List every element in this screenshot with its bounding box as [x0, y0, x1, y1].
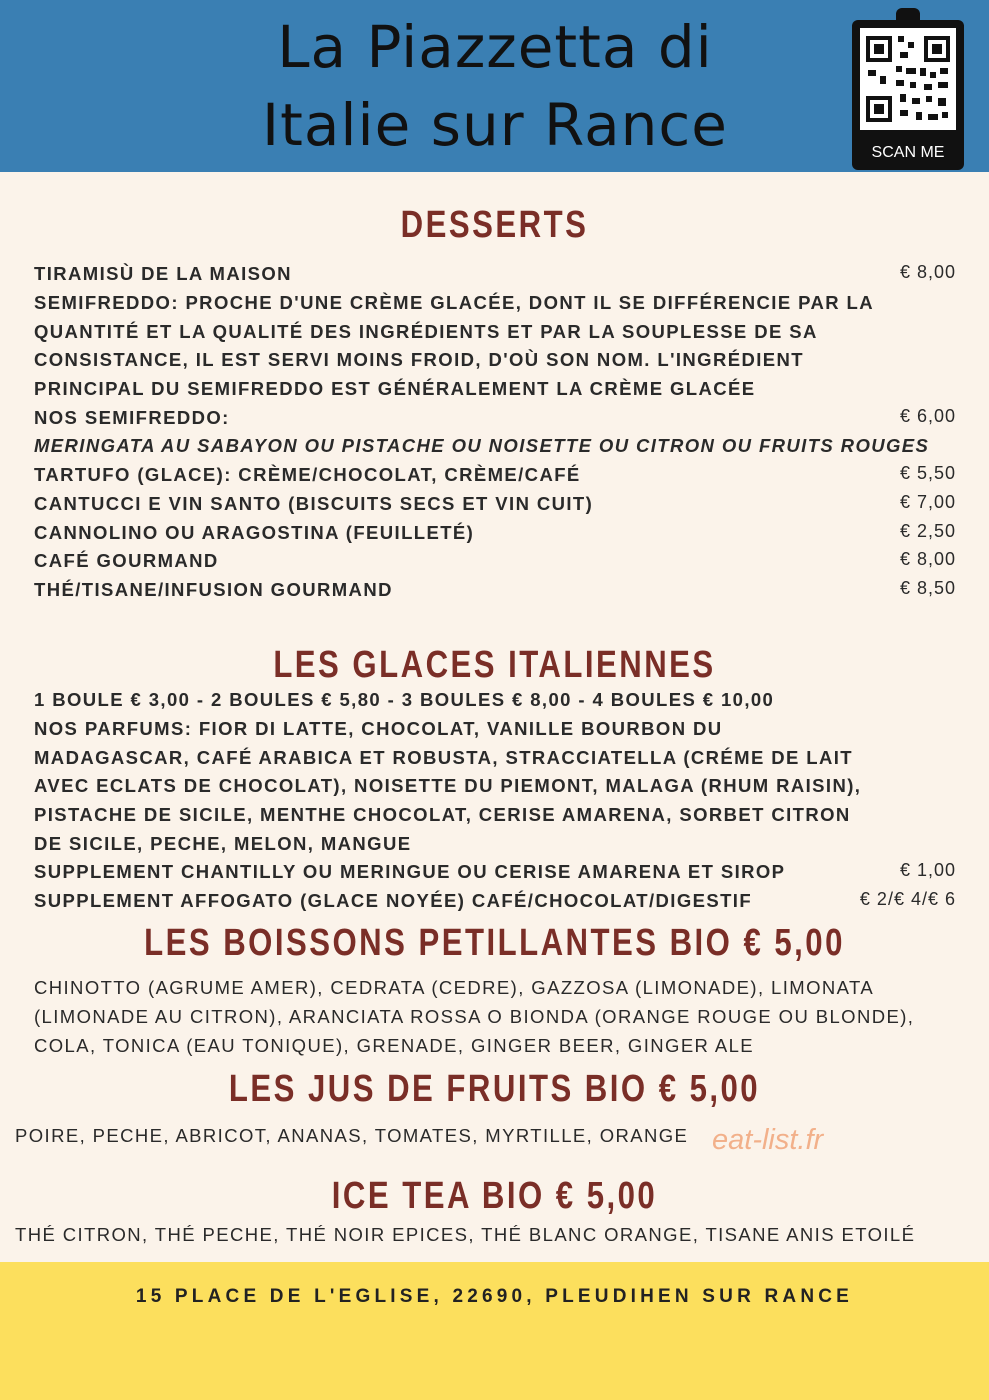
icetea-heading: ICE TEA BIO € 5,00: [331, 1175, 658, 1217]
dessert-item-tiramisu: TIRAMISÙ DE LA MAISON: [34, 263, 292, 284]
dessert-item-cannolino: CANNOLINO OU ARAGOSTINA (FEUILLETÉ): [34, 522, 475, 543]
supplement-affogato: SUPPLEMENT AFFOGATO (GLACE NOYÉE) CAFÉ/CHOCOLAT/DIGESTIF: [34, 890, 753, 911]
footer-banner: [0, 1262, 989, 1400]
glaces-flavours-line: PISTACHE DE SICILE, MENTHE CHOCOLAT, CERISE AMARENA, SORBET CITRON: [34, 804, 851, 825]
semifreddo-description-line: CONSISTANCE, IL EST SERVI MOINS FROID, D'OÙ SON NOM. L'INGRÉDIENT: [34, 349, 804, 370]
glaces-flavours-line: MADAGASCAR, CAFÉ ARABICA ET ROBUSTA, STRACCIATELLA (CRÉME DE LAIT: [34, 747, 853, 768]
qr-code-icon: [860, 28, 956, 130]
address: 15 PLACE DE L'EGLISE, 22690, PLEUDIHEN SUR RANCE: [135, 1286, 854, 1307]
dessert-price-cafe-gourmand: € 8,00: [899, 549, 956, 569]
restaurant-title: [170, 8, 820, 164]
icetea-list: THÉ CITRON, THÉ PECHE, THÉ NOIR EPICES, THÉ BLANC ORANGE, TISANE ANIS ETOILÉ: [15, 1224, 916, 1245]
dessert-price-the-gourmand: € 8,50: [899, 578, 956, 598]
semifreddo-description-line: QUANTITÉ ET LA QUALITÉ DES INGRÉDIENTS ET PAR LA SOUPLESSE DE SA: [34, 321, 818, 342]
dessert-price-cannolino: € 2,50: [899, 521, 956, 541]
jus-heading: LES JUS DE FRUITS BIO € 5,00: [228, 1068, 761, 1110]
semifreddo-description-line: PRINCIPAL DU SEMIFREDDO EST GÉNÉRALEMENT LA CRÈME GLACÉE: [34, 378, 756, 399]
watermark: eat-list.fr: [712, 1124, 824, 1156]
qr-code-badge[interactable]: [852, 8, 964, 162]
supplement-chantilly-price: € 1,00: [899, 860, 956, 880]
dessert-item-tartufo: TARTUFO (GLACE): CRÈME/CHOCOLAT, CRÈME/CAFÉ: [34, 464, 581, 485]
semifreddo-flavours: MERINGATA AU SABAYON OU PISTACHE OU NOISETTE OU CITRON OU FRUITS ROUGES: [34, 435, 930, 456]
glaces-flavours-line: AVEC ECLATS DE CHOCOLAT), NOISETTE DU PIEMONT, MALAGA (RHUM RAISIN),: [34, 775, 862, 796]
dessert-item-cantucci: CANTUCCI E VIN SANTO (BISCUITS SECS ET VIN CUIT): [34, 493, 594, 514]
boissons-list-line: (LIMONADE AU CITRON), ARANCIATA ROSSA O BIONDA (ORANGE ROUGE OU BLONDE),: [34, 1006, 915, 1027]
dessert-price-semifreddo: € 6,00: [899, 406, 956, 426]
header-banner: [0, 0, 989, 172]
desserts-heading: DESSERTS: [400, 204, 589, 246]
glaces-heading: LES GLACES ITALIENNES: [273, 644, 716, 686]
glaces-flavours-line: DE SICILE, PECHE, MELON, MANGUE: [34, 833, 412, 854]
title-line-1: La Piazzetta di: [277, 13, 713, 81]
boissons-list-line: COLA, TONICA (EAU TONIQUE), GRENADE, GINGER BEER, GINGER ALE: [34, 1035, 755, 1056]
boissons-heading: LES BOISSONS PETILLANTES BIO € 5,00: [144, 922, 845, 964]
dessert-price-cantucci: € 7,00: [899, 492, 956, 512]
qr-code-frame: [852, 20, 964, 170]
glaces-prices-line: 1 BOULE € 3,00 - 2 BOULES € 5,80 - 3 BOULES € 8,00 - 4 BOULES € 10,00: [34, 689, 775, 710]
scan-me-label: SCAN ME: [871, 144, 945, 161]
dessert-item-cafe-gourmand: CAFÉ GOURMAND: [34, 550, 219, 571]
dessert-price-tiramisu: € 8,00: [899, 262, 956, 282]
glaces-flavours-line: NOS PARFUMS: FIOR DI LATTE, CHOCOLAT, VANILLE BOURBON DU: [34, 718, 723, 739]
boissons-list-line: CHINOTTO (AGRUME AMER), CEDRATA (CEDRE), GAZZOSA (LIMONADE), LIMONATA: [34, 977, 875, 998]
title-line-2: Italie sur Rance: [262, 91, 728, 159]
semifreddo-description-line: SEMIFREDDO: PROCHE D'UNE CRÈME GLACÉE, DONT IL SE DIFFÉRENCIE PAR LA: [34, 292, 874, 313]
dessert-item-semifreddo: NOS SEMIFREDDO:: [34, 407, 230, 428]
dessert-price-tartufo: € 5,50: [899, 463, 956, 483]
dessert-item-the-gourmand: THÉ/TISANE/INFUSION GOURMAND: [34, 579, 393, 600]
jus-list: POIRE, PECHE, ABRICOT, ANANAS, TOMATES, MYRTILLE, ORANGE: [15, 1125, 689, 1146]
supplement-chantilly: SUPPLEMENT CHANTILLY OU MERINGUE OU CERISE AMARENA ET SIROP: [34, 861, 786, 882]
supplement-affogato-price: € 2/€ 4/€ 6: [859, 889, 956, 909]
